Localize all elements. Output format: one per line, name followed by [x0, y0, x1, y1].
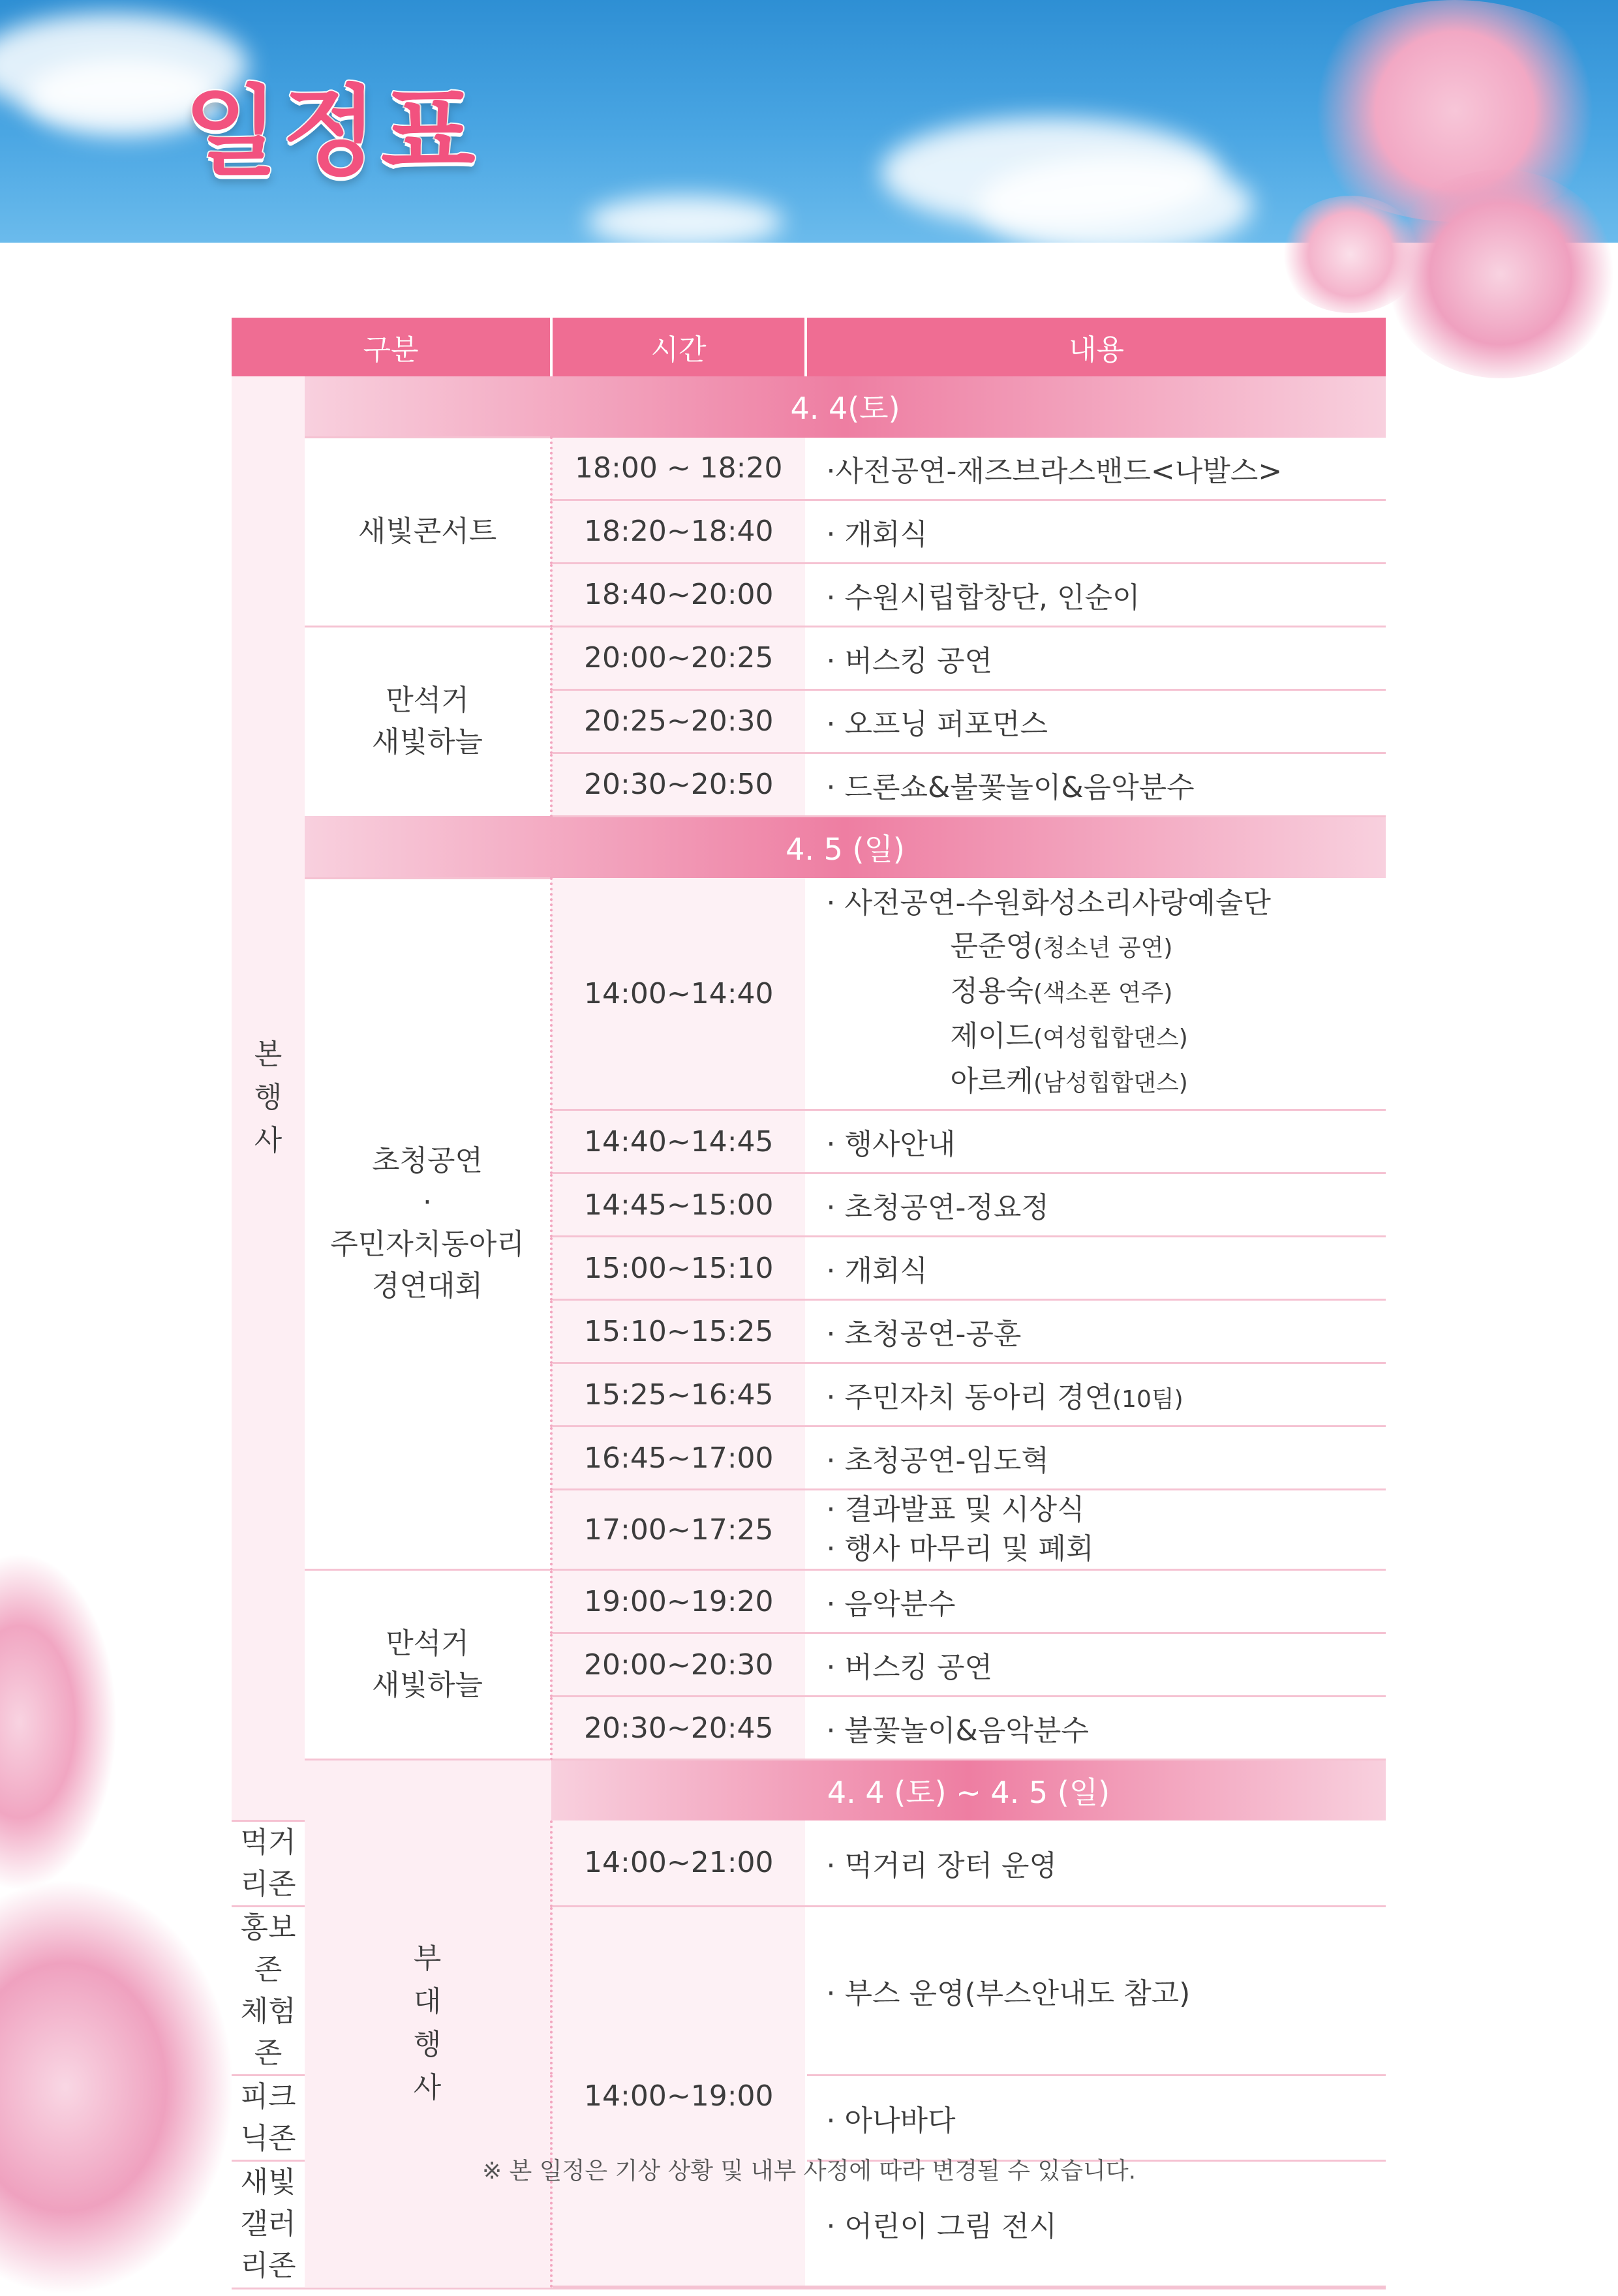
time-cell: 20:30~20:50 — [551, 753, 806, 816]
content-cell: · 먹거리 장터 운영 — [806, 1820, 1386, 1906]
content-cell: · 드론쇼&불꽃놀이&음악분수 — [806, 753, 1386, 816]
time-cell: 18:40~20:00 — [551, 563, 806, 626]
content-cell: ·사전공연-재즈브라스밴드<나발스> — [806, 438, 1386, 500]
main-event-label: 본 행 사 — [232, 376, 305, 1820]
category-picnic-zone: 피크닉존 — [232, 2075, 305, 2160]
date-row-day1 — [232, 376, 1386, 438]
header-time: 시간 — [551, 318, 806, 376]
header-content: 내용 — [806, 318, 1386, 376]
content-cell: · 버스킹 공연 — [806, 626, 1386, 689]
content-cell: · 수원시립합창단, 인순이 — [806, 563, 1386, 626]
table-header — [232, 318, 1386, 376]
category-invited-performance: 초청공연 · 주민자치동아리 경연대회 — [305, 878, 551, 1570]
time-cell: 14:00~21:00 — [551, 1820, 806, 1906]
content-cell: · 부스 운영(부스안내도 참고) — [806, 1906, 1386, 2075]
schedule-table — [232, 318, 1386, 2289]
content-cell: · 주민자치 동아리 경연(10팀) — [806, 1363, 1386, 1427]
performer-line: 제이드(여성힙합댄스) — [950, 1020, 1188, 1053]
table-row — [232, 878, 1386, 1110]
header-category: 구분 — [232, 318, 551, 376]
table-bottom-line — [232, 2287, 1386, 2289]
table-row — [232, 1570, 1386, 1633]
date-day1: 4. 4(토) — [305, 376, 1386, 438]
date-row-sub — [232, 1760, 1386, 1821]
content-cell: · 음악분수 — [806, 1570, 1386, 1633]
page-title: 일정표 — [184, 76, 480, 189]
time-cell: 19:00~19:20 — [551, 1570, 806, 1633]
time-cell: 20:30~20:45 — [551, 1697, 806, 1760]
category-food-zone: 먹거리존 — [232, 1820, 305, 1906]
category-manseokgeo-day2: 만석거 새빛하늘 — [305, 1570, 551, 1760]
date-sub: 4. 4 (토) ~ 4. 5 (일) — [551, 1760, 1386, 1821]
content-cell: · 초청공연-공훈 — [806, 1300, 1386, 1363]
time-cell: 18:20~18:40 — [551, 500, 806, 563]
content-cell: · 오프닝 퍼포먼스 — [806, 689, 1386, 753]
content-cell: · 행사안내 — [806, 1110, 1386, 1173]
performer-line: 문준영(청소년 공연) — [950, 929, 1173, 963]
content-cell: · 버스킹 공연 — [806, 1633, 1386, 1697]
content-cell: · 초청공연-정요정 — [806, 1173, 1386, 1237]
table-row — [232, 438, 1386, 500]
performer-line: 아르케(남성힙합댄스) — [950, 1065, 1188, 1098]
time-cell: 20:00~20:25 — [551, 626, 806, 689]
table-row — [232, 626, 1386, 689]
content-cell: · 어린이 그림 전시 — [806, 2160, 1386, 2287]
content-cell: · 개회식 — [806, 500, 1386, 563]
category-gallery-zone: 새빛갤러리존 — [232, 2160, 305, 2287]
time-cell: 20:00~20:30 — [551, 1633, 806, 1697]
time-cell: 18:00 ~ 18:20 — [551, 438, 806, 500]
time-cell: 14:45~15:00 — [551, 1173, 806, 1237]
content-cell: · 아나바다 — [806, 2075, 1386, 2160]
performer-line: 정용숙(색소폰 연주) — [950, 974, 1173, 1008]
sub-event-label: 부 대 행 사 — [305, 1760, 551, 2287]
category-promo-zone: 홍보존 체험존 — [232, 1906, 305, 2075]
content-cell-preshow — [806, 878, 1386, 1110]
footnote: ※ 본 일정은 기상 상황 및 내부 사정에 따라 변경될 수 있습니다. — [481, 2158, 1137, 2184]
category-new-light-concert: 새빛콘서트 — [305, 438, 551, 627]
content-cell: · 초청공연-임도혁 — [806, 1427, 1386, 1490]
time-cell: 15:10~15:25 — [551, 1300, 806, 1363]
time-cell: 15:25~16:45 — [551, 1363, 806, 1427]
time-cell: 14:40~14:45 — [551, 1110, 806, 1173]
date-row-day2 — [232, 816, 1386, 878]
content-cell: · 개회식 — [806, 1237, 1386, 1300]
date-day2: 4. 5 (일) — [305, 816, 1386, 878]
content-cell: · 결과발표 및 시상식 · 행사 마무리 및 폐회 — [806, 1490, 1386, 1570]
time-cell: 20:25~20:30 — [551, 689, 806, 753]
preshow-title: · 사전공연-수원화성소리사랑예술단 — [826, 886, 1271, 920]
time-cell: 17:00~17:25 — [551, 1490, 806, 1570]
time-cell-shared: 14:00~19:00 — [551, 1906, 806, 2287]
content-cell: · 불꽃놀이&음악분수 — [806, 1697, 1386, 1760]
time-cell: 15:00~15:10 — [551, 1237, 806, 1300]
time-cell: 14:00~14:40 — [551, 878, 806, 1110]
time-cell: 16:45~17:00 — [551, 1427, 806, 1490]
category-manseokgeo: 만석거 새빛하늘 — [305, 626, 551, 816]
